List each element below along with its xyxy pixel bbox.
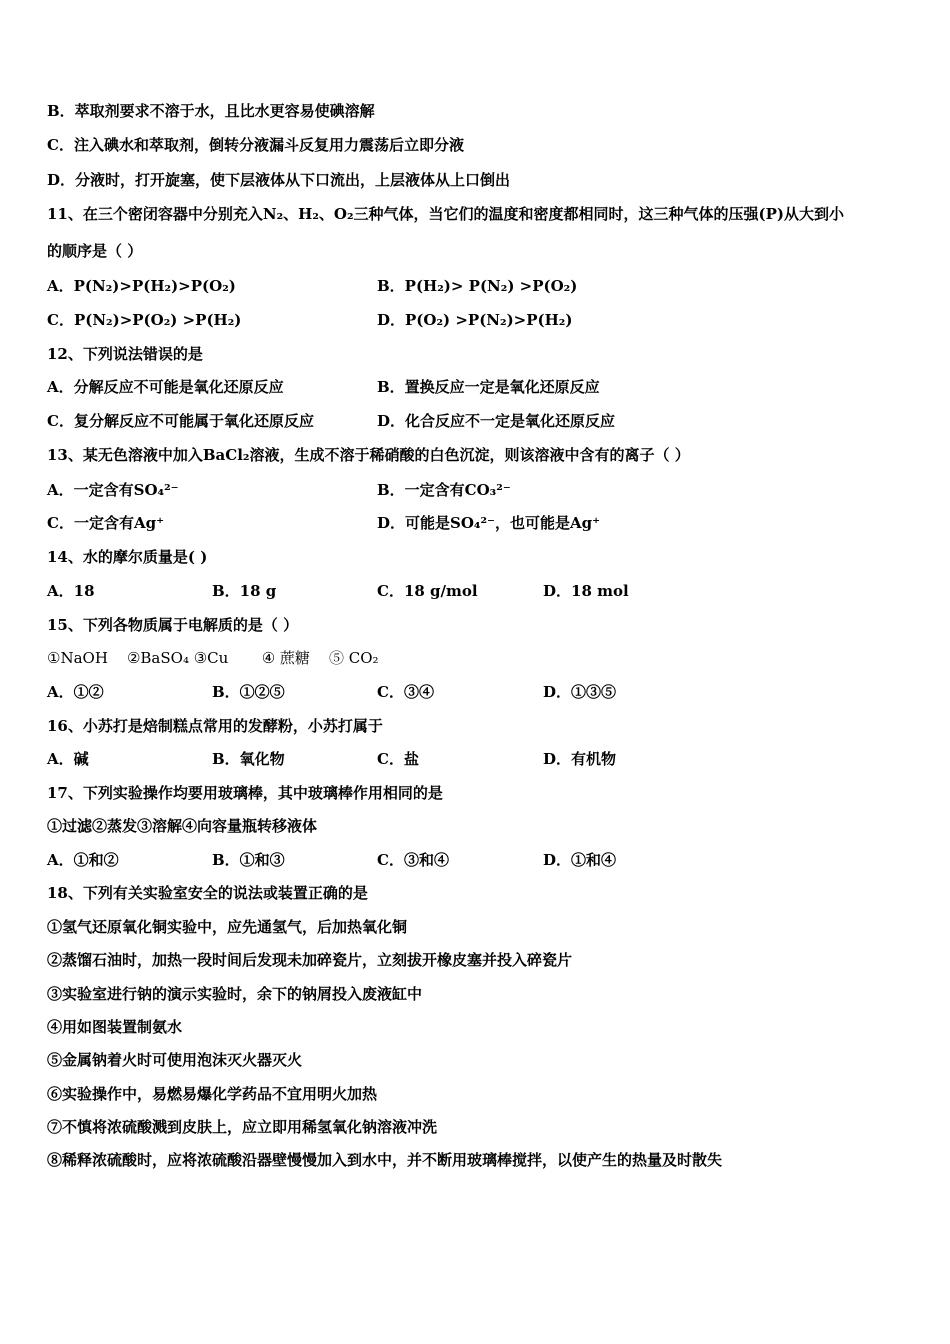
option-17c: C．③和④	[377, 851, 449, 869]
option-17a: A．①和②	[47, 851, 119, 869]
option-15d: D．①③⑤	[543, 683, 617, 701]
statement-18-7: ⑦不慎将浓硫酸溅到皮肤上，应立即用稀氢氧化钠溶液冲洗	[47, 1118, 438, 1136]
statement-18-6: ⑥实验操作中，易燃易爆化学药品不宜用明火加热	[47, 1085, 378, 1103]
question-11-stem-cont: 的顺序是（ ）	[47, 242, 143, 260]
question-15-items: ①NaOH ②BaSO₄ ③Cu ④ 蔗糖 ⑤ CO₂	[47, 649, 379, 667]
statement-18-3: ③实验室进行钠的演示实验时，余下的钠屑投入废液缸中	[47, 985, 423, 1003]
option-15a: A．①②	[47, 683, 104, 701]
question-17-stem: 17、下列实验操作均要用玻璃棒，其中玻璃棒作用相同的是	[47, 784, 443, 802]
option-14d: D．18 mol	[543, 582, 629, 600]
question-18-stem: 18、下列有关实验室安全的说法或装置正确的是	[47, 884, 368, 902]
option-16d: D．有机物	[543, 750, 617, 768]
statement-18-2: ②蒸馏石油时，加热一段时间后发现未加碎瓷片，立刻拔开橡皮塞并投入碎瓷片	[47, 951, 573, 969]
option-12c: C．复分解反应不可能属于氧化还原反应	[47, 412, 314, 430]
question-17-items: ①过滤②蒸发③溶解④向容量瓶转移液体	[47, 817, 318, 835]
question-16-stem: 16、小苏打是焙制糕点常用的发酵粉，小苏打属于	[47, 717, 383, 735]
option-12b: B．置换反应一定是氧化还原反应	[377, 378, 600, 396]
option-17b: B．①和③	[212, 851, 285, 869]
option-16a: A．碱	[47, 750, 89, 768]
statement-18-5: ⑤金属钠着火时可使用泡沫灭火器灭火	[47, 1051, 303, 1069]
option-13a: A．一定含有SO₄²⁻	[47, 481, 179, 499]
option-10c: C．注入碘水和萃取剂，倒转分液漏斗反复用力震荡后立即分液	[47, 136, 464, 154]
option-11b: B．P(H₂)> P(N₂) >P(O₂)	[377, 277, 578, 295]
option-15b: B．①②⑤	[212, 683, 285, 701]
option-11a: A．P(N₂)>P(H₂)>P(O₂)	[47, 277, 236, 295]
option-13d: D．可能是SO₄²⁻，也可能是Ag⁺	[377, 514, 601, 532]
question-15-stem: 15、下列各物质属于电解质的是（ ）	[47, 616, 299, 634]
statement-18-1: ①氢气还原氧化铜实验中，应先通氢气，后加热氧化铜	[47, 918, 408, 936]
option-10b: B．萃取剂要求不溶于水，且比水更容易使碘溶解	[47, 102, 375, 120]
option-12a: A．分解反应不可能是氧化还原反应	[47, 378, 284, 396]
option-14c: C．18 g/mol	[377, 582, 478, 600]
option-16b: B．氧化物	[212, 750, 285, 768]
statement-18-4: ④用如图装置制氨水	[47, 1018, 183, 1036]
option-17d: D．①和④	[543, 851, 617, 869]
option-11c: C．P(N₂)>P(O₂) >P(H₂)	[47, 311, 242, 329]
option-16c: C．盐	[377, 750, 419, 768]
option-12d: D．化合反应不一定是氧化还原反应	[377, 412, 616, 430]
option-15c: C．③④	[377, 683, 434, 701]
option-14b: B．18 g	[212, 582, 277, 600]
option-10d: D．分液时，打开旋塞，使下层液体从下口流出，上层液体从上口倒出	[47, 171, 511, 189]
question-14-stem: 14、水的摩尔质量是( )	[47, 548, 208, 566]
question-11-stem: 11、在三个密闭容器中分别充入N₂、H₂、O₂三种气体，当它们的温度和密度都相同时，这三种气体的压强(P)从大到小	[47, 205, 845, 223]
option-11d: D．P(O₂) >P(N₂)>P(H₂)	[377, 311, 573, 329]
option-13b: B．一定含有CO₃²⁻	[377, 481, 511, 499]
option-14a: A．18	[47, 582, 95, 600]
question-13-stem: 13、某无色溶液中加入BaCl₂溶液，生成不溶于稀硝酸的白色沉淀，则该溶液中含有的离子（ ）	[47, 446, 690, 464]
statement-18-8: ⑧稀释浓硫酸时，应将浓硫酸沿器壁慢慢加入到水中，并不断用玻璃棒搅拌，以使产生的热量及时散失	[47, 1151, 723, 1169]
option-13c: C．一定含有Ag⁺	[47, 514, 164, 532]
question-12-stem: 12、下列说法错误的是	[47, 345, 203, 363]
